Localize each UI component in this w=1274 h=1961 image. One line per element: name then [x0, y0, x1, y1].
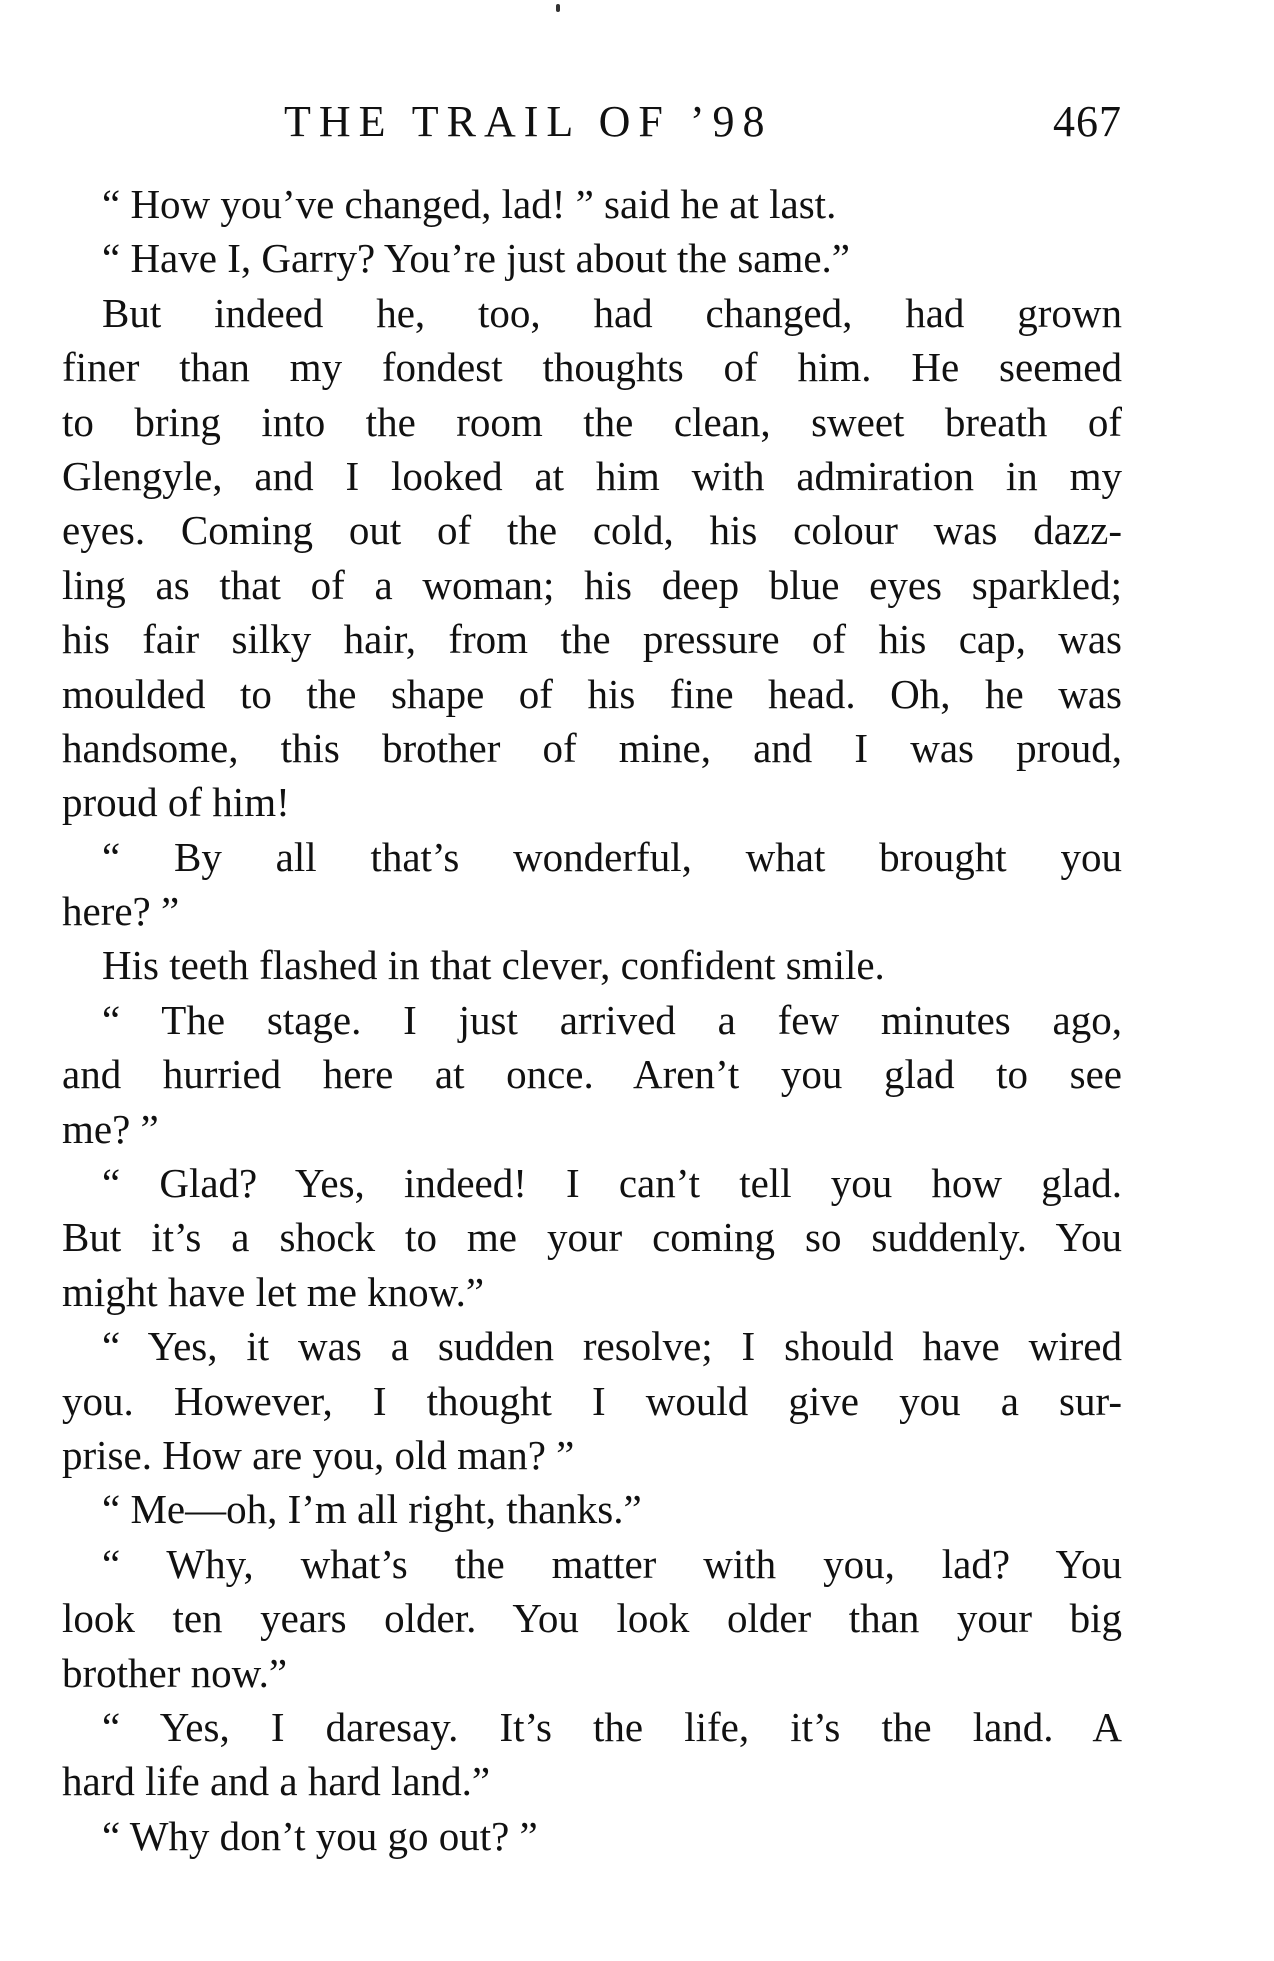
text-line: here? ” — [62, 888, 180, 935]
text-line: eyes. Coming out of the cold, his colour was dazz- — [62, 507, 1122, 554]
text-line: to bring into the room the clean, sweet breath of — [62, 398, 1122, 445]
text-line: prise. How are you, old man? ” — [62, 1431, 575, 1478]
text-line: handsome, this brother of mine, and I was proud, — [62, 724, 1122, 771]
body-text — [62, 177, 1122, 1863]
text-line: “ How you’ve changed, lad! ” said he at last. — [102, 181, 837, 227]
text-line: moulded to the shape of his fine head. Oh, he was — [62, 670, 1122, 717]
text-line: “ Why, what’s the matter with you, lad? You — [102, 1540, 1122, 1587]
text-line: might have let me know.” — [62, 1268, 485, 1315]
running-head — [62, 92, 1122, 152]
text-line: “ Why don’t you go out? ” — [102, 1812, 538, 1859]
text-line: “ Have I, Garry? You’re just about the same.” — [102, 235, 851, 282]
text-line: ling as that of a woman; his deep blue eyes sparkled; — [62, 561, 1122, 608]
text-line: “ Yes, it was a sudden resolve; I should have wired — [102, 1323, 1122, 1370]
text-line: hard life and a hard land.” — [62, 1758, 491, 1805]
text-line: “ Glad? Yes, indeed! I can’t tell you how glad. — [102, 1160, 1122, 1207]
text-line: “ Me—oh, I’m all right, thanks.” — [102, 1486, 642, 1533]
text-line: look ten years older. You look older than your big — [62, 1595, 1122, 1642]
page-number: 467 — [1053, 97, 1122, 146]
text-line: His teeth flashed in that clever, confident smile. — [102, 942, 885, 989]
running-title: THE TRAIL OF ’98 — [284, 97, 773, 146]
text-line: But it’s a shock to me your coming so suddenly. You — [62, 1214, 1122, 1261]
text-line: “ Yes, I daresay. It’s the life, it’s the land. A — [102, 1703, 1122, 1750]
text-line: finer than my fondest thoughts of him. He seemed — [62, 344, 1122, 391]
text-line: you. However, I thought I would give you a sur- — [62, 1377, 1122, 1424]
text-line: proud of him! — [62, 779, 290, 826]
text-line: and hurried here at once. Aren’t you glad to see — [62, 1051, 1122, 1098]
print-speck — [556, 4, 560, 12]
text-line: brother now.” — [62, 1649, 288, 1696]
text-line: “ By all that’s wonderful, what brought you — [102, 833, 1122, 880]
text-line: “ The stage. I just arrived a few minutes ago, — [102, 996, 1122, 1043]
text-line: But indeed he, too, had changed, had grown — [102, 289, 1122, 336]
text-line: his fair silky hair, from the pressure of his cap, was — [62, 616, 1122, 663]
text-line: me? ” — [62, 1105, 159, 1152]
text-line: Glengyle, and I looked at him with admiration in my — [62, 452, 1122, 499]
